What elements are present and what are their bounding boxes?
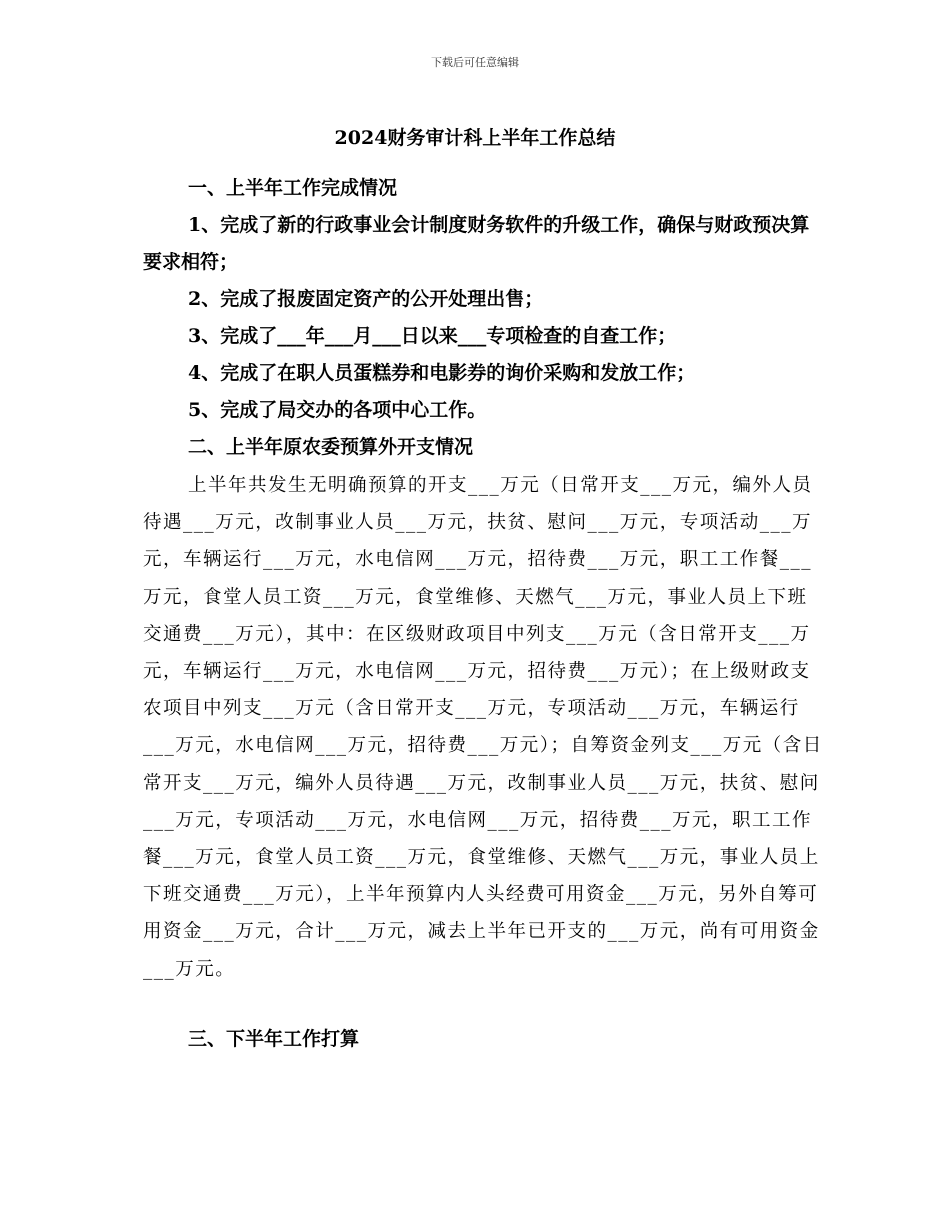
section-2-heading: 二、上半年原农委预算外开支情况 [188,436,474,458]
page-header-note: 下载后可任意编辑 [431,56,519,69]
section-1-item-5: 5、完成了局交办的各项中心工作。 [188,399,487,421]
section-1-item-2: 2、完成了报废固定资产的公开处理出售； [188,288,544,310]
section-1-item-4: 4、完成了在职人员蛋糕券和电影券的询价采购和发放工作； [188,362,696,384]
section-1-heading: 一、上半年工作完成情况 [188,177,398,199]
document-title: 2024财务审计科上半年工作总结 [334,127,616,149]
section-3-heading: 三、下半年工作打算 [188,1028,360,1050]
section-1 [143,170,823,466]
section-3 [143,1021,823,1058]
section-1-item-1: 1、完成了新的行政事业会计制度财务软件的升级工作，确保与财政预决算要求相符； [143,214,810,273]
section-1-item-3: 3、完成了___年___月___日以来___专项检查的自查工作； [188,325,677,347]
section-2-paragraph: 上半年共发生无明确预算的开支___万元（日常开支___万元，编外人员待遇___万元，改制事业人员___万元，扶贫、慰问___万元，专项活动___万元，车辆运行___万元，水电信网___万元，招待费___万元，职工工作餐___万元，食堂人员工资___万元，食堂维修、天燃气___万元，事业人员上下班交通费___万元），其中：在区级财政项目中列支___万元（含日常开支___万元，车辆运行___万元，水电信网___万元，招待费___万元）；在上级财政支农项目中列支___万元（含日常开支___万元，专项活动___万元，车辆运行___万元，水电信网___万元，招待费___万元）；自筹资金列支___万元（含日常开支___万元，编外人员待遇___万元，改制事业人员___万元，扶贫、慰问___万元，专项活动___万元，水电信网___万元，招待费___万元，职工工作餐___万元，食堂人员工资___万元，食堂维修、天燃气___万元，事业人员上下班交通费___万元），上半年预算内人头经费可用资金___万元，另外自筹可用资金___万元，合计___万元，减去上半年已开支的___万元，尚有可用资金___万元。 [143,475,823,980]
